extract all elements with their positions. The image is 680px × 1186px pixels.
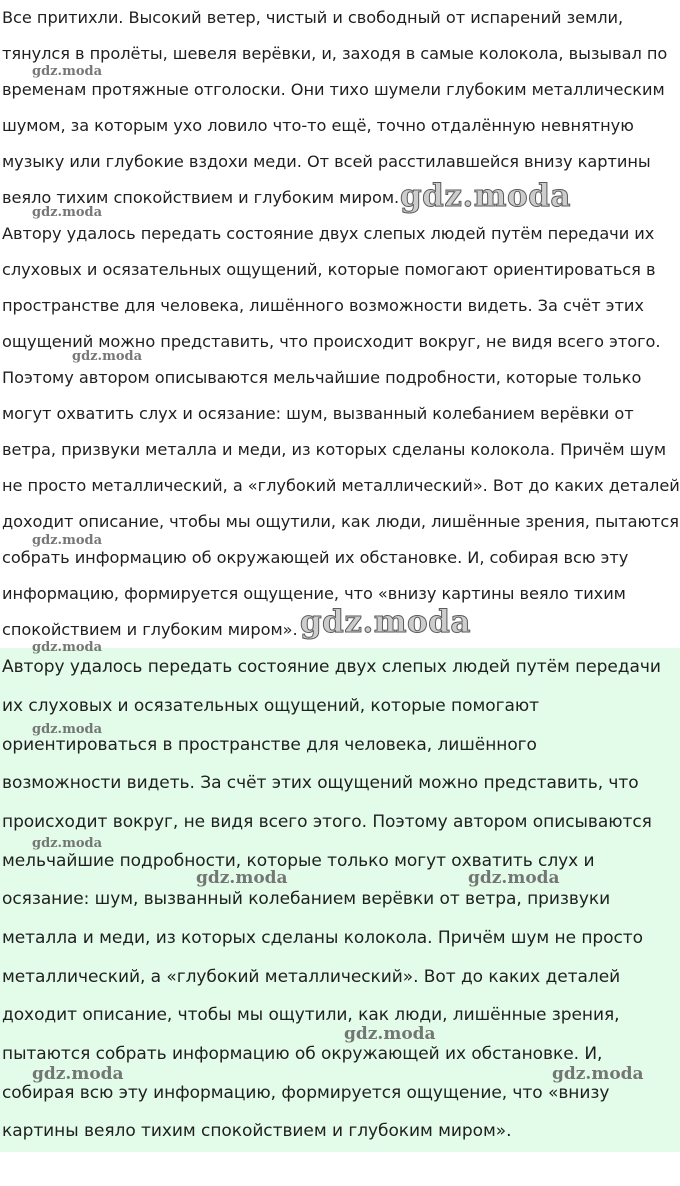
watermark-logo: gdz.moda: [400, 178, 571, 214]
answer-line: возможности видеть. За счёт этих ощущений можно представить, что: [2, 773, 639, 793]
essay-line: Автору удалось передать состояние двух слепых людей путём передачи их: [2, 224, 655, 243]
quote-line: шумом, за которым ухо ловило что-то ещё, точно отдалённую невнятную: [2, 116, 634, 135]
watermark-logo: gdz.moda: [300, 604, 471, 640]
watermark-logo: gdz.moda: [32, 1064, 124, 1084]
watermark-logo: gdz.moda: [32, 205, 103, 220]
answer-line: происходит вокруг, не видя всего этого. Поэтому автором описываются: [2, 812, 652, 832]
watermark-logo: gdz.moda: [72, 349, 143, 364]
watermark-logo: gdz.moda: [32, 533, 103, 548]
quote-line: веяло тихим спокойствием и глубоким миром.: [2, 188, 400, 207]
quote-line: тянулся в пролёты, шевеля верёвки, и, заходя в самые колокола, вызывал по: [2, 44, 668, 63]
answer-line: ориентироваться в пространстве для человека, лишённого: [2, 735, 537, 755]
essay-line: доходит описание, чтобы мы ощутили, как люди, лишённые зрения, пытаются: [2, 512, 679, 531]
essay-line: могут охватить слух и осязание: шум, вызванный колебанием верёвки от: [2, 404, 634, 423]
essay-line: ветра, призвуки металла и меди, из которых сделаны колокола. Причём шум: [2, 440, 667, 459]
quote-line: Все притихли. Высокий ветер, чистый и свободный от испарений земли,: [2, 8, 624, 27]
essay-line: слуховых и осязательных ощущений, которые помогают ориентироваться в: [2, 260, 656, 279]
answer-line: Автору удалось передать состояние двух слепых людей путём передачи: [2, 657, 661, 677]
watermark-logo: gdz.moda: [32, 836, 103, 851]
essay-line: собрать информацию об окружающей их обстановке. И, собирая всю эту: [2, 548, 629, 567]
watermark-logo: gdz.moda: [196, 868, 288, 888]
watermark-logo: gdz.moda: [552, 1064, 644, 1084]
answer-line: собирая всю эту информацию, формируется ощущение, что «внизу: [2, 1083, 610, 1103]
answer-line: доходит описание, чтобы мы ощутили, как люди, лишённые зрения,: [2, 1005, 620, 1025]
quote-line: временам протяжные отголоски. Они тихо шумели глубоким металлическим: [2, 80, 665, 99]
essay-block: [0, 220, 680, 648]
watermark-logo: gdz.moda: [344, 1024, 436, 1044]
answer-line: их слуховых и осязательных ощущений, которые помогают: [2, 696, 539, 716]
answer-line: осязание: шум, вызванный колебанием верёвки от ветра, призвуки: [2, 889, 611, 909]
essay-line: ощущений можно представить, что происходит вокруг, не видя всего этого.: [2, 332, 661, 351]
answer-line: металлический, а «глубокий металлический». Вот до каких деталей: [2, 967, 621, 987]
answer-line: металла и меди, из которых сделаны колокола. Причём шум не просто: [2, 928, 644, 948]
watermark-logo: gdz.moda: [468, 868, 560, 888]
watermark-logo: gdz.moda: [32, 64, 103, 79]
watermark-logo: gdz.moda: [32, 722, 103, 737]
answer-line: мельчайшие подробности, которые только могут охватить слух и: [2, 851, 595, 871]
quote-block: [0, 0, 680, 220]
watermark-logo: gdz.moda: [32, 640, 103, 655]
essay-line: спокойствием и глубоким миром».: [2, 620, 298, 639]
essay-line: не просто металлический, а «глубокий металлический». Вот до каких деталей: [2, 476, 680, 495]
essay-line: Поэтому автором описываются мельчайшие подробности, которые только: [2, 368, 642, 387]
quote-line: музыку или глубокие вздохи меди. От всей расстилавшейся внизу картины: [2, 152, 651, 171]
answer-line: картины веяло тихим спокойствием и глубоким миром».: [2, 1121, 512, 1141]
essay-line: информацию, формируется ощущение, что «внизу картины веяло тихим: [2, 584, 626, 603]
answer-line: пытаются собрать информацию об окружающей их обстановке. И,: [2, 1044, 603, 1064]
essay-line: пространстве для человека, лишённого возможности видеть. За счёт этих: [2, 296, 644, 315]
